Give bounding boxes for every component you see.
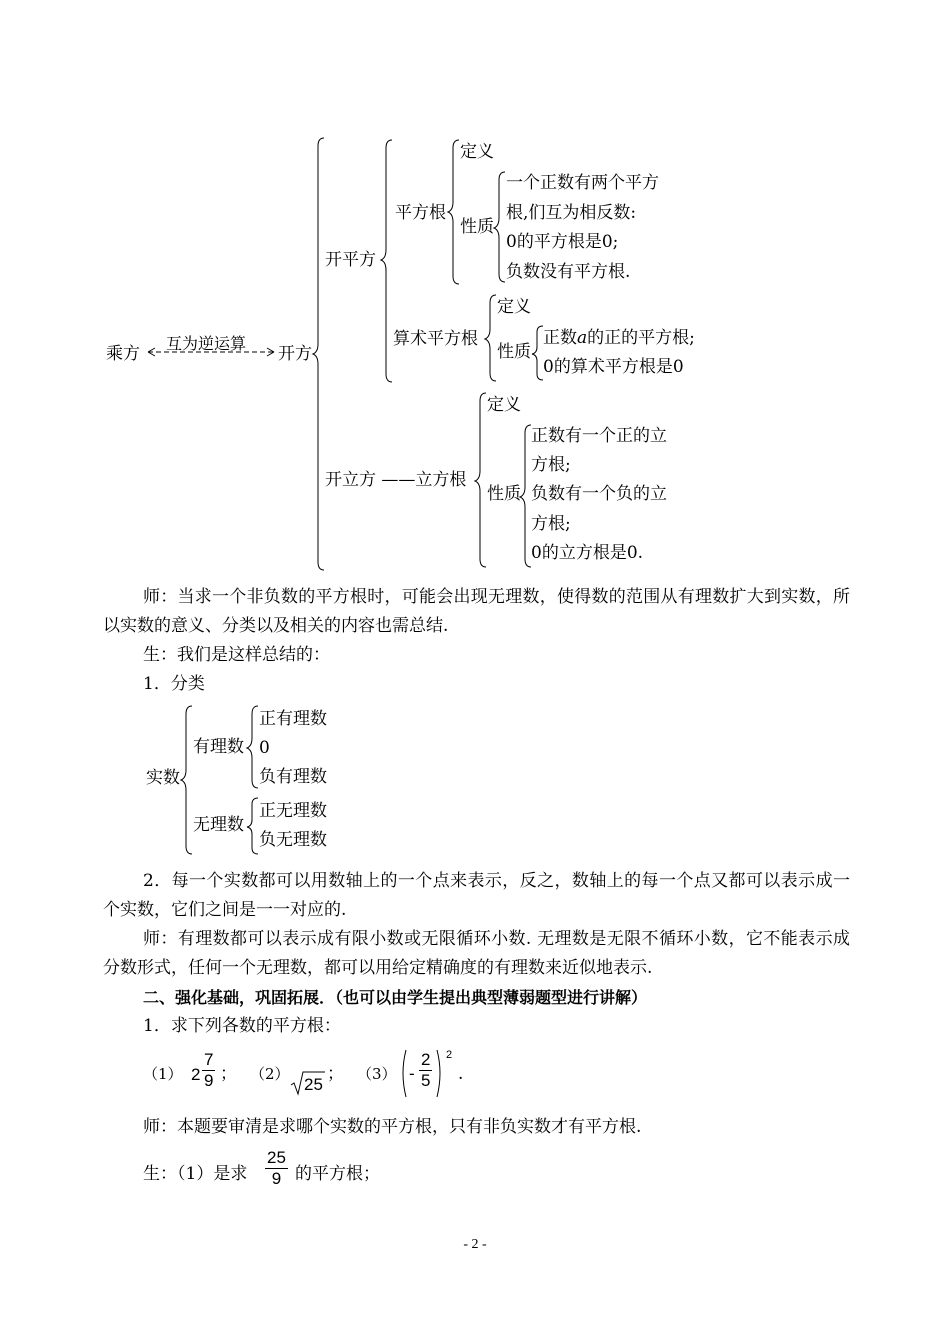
problem-1-fraction	[202, 1050, 215, 1091]
brace-lifanggen	[474, 393, 488, 569]
problem-3-minus: -	[409, 1064, 415, 1083]
brace-xingzhi1	[493, 172, 507, 284]
node-suanshu: 算术平方根	[393, 329, 478, 349]
problem-2-radicand: 25	[304, 1075, 323, 1094]
student-answer-suffix: 的平方根；	[295, 1164, 380, 1184]
node-shishu: 实数	[146, 768, 180, 788]
paragraph-teacher-3: 师：本题要审清是求哪个实数的平方根，只有非负实数才有平方根.	[143, 1117, 642, 1137]
right-paren-icon	[436, 1049, 444, 1099]
paragraph-teacher-2: 师：有理数都可以表示成有限小数或无限循环小数. 无理数是无限不循环小数，它不能表示成分数形式，任何一个无理数，都可以用给定精确度的有理数来近似地表示.	[103, 929, 850, 978]
node-wulishu: 无理数	[193, 815, 244, 835]
problem-1-num: 7	[204, 1050, 214, 1069]
brace-shishu	[180, 706, 194, 856]
answer-num: 25	[267, 1148, 286, 1167]
ss-prop-0: 正数a的正的平方根;	[543, 328, 695, 348]
brace-youlishu	[246, 706, 260, 790]
problem-3-label: （3）	[357, 1065, 397, 1083]
you-item-0: 正有理数	[259, 709, 327, 729]
label-def2: 定义	[497, 297, 531, 317]
problem-end: .	[458, 1064, 464, 1084]
pf-prop-1: 根,们互为相反数:	[506, 203, 637, 223]
paragraph-classify-title: 1．分类	[143, 674, 205, 694]
pf-prop-2: 0的平方根是0;	[506, 232, 619, 252]
student-answer-prefix: 生：（1）是求	[143, 1164, 248, 1184]
problem-1-whole: 2	[191, 1065, 201, 1084]
you-item-2: 负有理数	[259, 767, 327, 787]
you-item-1: 0	[259, 738, 270, 758]
brace-kaipingfang	[380, 140, 394, 384]
wu-item-0: 正无理数	[259, 801, 327, 821]
answer-den: 9	[271, 1169, 282, 1188]
node-kaipingfang: 开平方	[325, 250, 376, 270]
node-kailifang: 开立方 ——立方根	[325, 470, 467, 490]
problem-1-label: （1）	[143, 1065, 183, 1083]
paragraph-point-2: 2．每一个实数都可以用数轴上的一个点来表示，反之，数轴上的每一个点又都可以表示成一个实数，它们之间是一一对应的.	[103, 871, 850, 920]
left-paren-icon	[399, 1049, 407, 1099]
label-xingzhi3: 性质	[487, 484, 521, 504]
problem-3-fraction	[419, 1050, 432, 1091]
double-arrow-icon	[146, 340, 276, 360]
pf-prop-0: 一个正数有两个平方	[506, 173, 659, 193]
pf-prop-3: 负数没有平方根.	[506, 262, 631, 282]
separator-1: ；	[220, 1064, 237, 1084]
page-number: - 2 -	[463, 1237, 487, 1252]
label-xingzhi2: 性质	[497, 342, 531, 362]
problem-1-den: 9	[204, 1071, 214, 1090]
section-heading: 二、强化基础，巩固拓展．（也可以由学生提出典型薄弱题型进行讲解）	[143, 988, 648, 1007]
arrow-label: 互为逆运算	[166, 334, 247, 353]
paragraph-student-1: 生：我们是这样总结的：	[143, 645, 330, 665]
node-chengfang: 乘方	[106, 344, 140, 364]
question-1: 1．求下列各数的平方根：	[143, 1016, 341, 1036]
brace-kaifang	[312, 138, 326, 572]
node-pingfanggen: 平方根	[395, 203, 446, 223]
paragraph-teacher-1: 师：当求一个非负数的平方根时，可能会出现无理数，使得数的范围从有理数扩大到实数，所以实数的意义、分类以及相关的内容也需总结.	[103, 587, 850, 636]
lf-prop-2: 负数有一个负的立	[531, 484, 667, 504]
label-def3: 定义	[487, 395, 521, 415]
problem-2-label: （2）	[250, 1065, 290, 1083]
answer-fraction	[265, 1148, 288, 1189]
lf-prop-3: 方根;	[531, 514, 571, 534]
label-xingzhi1: 性质	[460, 217, 494, 237]
wu-item-1: 负无理数	[259, 830, 327, 850]
problem-3-den: 5	[421, 1071, 431, 1090]
problem-3-num: 2	[421, 1050, 431, 1069]
problem-3-exponent: 2	[446, 1049, 453, 1061]
brace-wulishu	[246, 798, 260, 856]
node-youlishu: 有理数	[193, 737, 244, 757]
lf-prop-1: 方根;	[531, 455, 571, 475]
separator-2: ；	[327, 1064, 344, 1084]
node-kaifang: 开方	[278, 344, 312, 364]
brace-pingfanggen	[447, 140, 461, 286]
lf-prop-4: 0的立方根是0.	[531, 543, 644, 563]
brace-suanshu	[484, 295, 498, 383]
lf-prop-0: 正数有一个正的立	[531, 426, 667, 446]
ss-prop-1: 0的算术平方根是0	[543, 357, 684, 377]
label-def1: 定义	[460, 142, 494, 162]
